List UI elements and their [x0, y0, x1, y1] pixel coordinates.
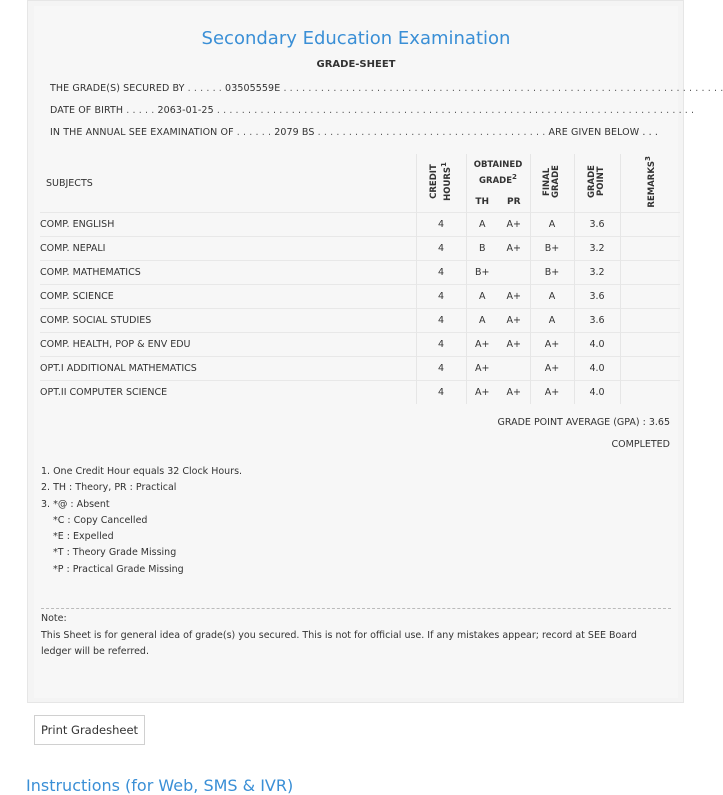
table-header-row — [40, 154, 680, 191]
grade-point: 4.0 — [574, 333, 620, 357]
note-label: Note: — [41, 613, 67, 624]
secured-by-label: THE GRADE(S) SECURED BY — [50, 83, 185, 94]
note-divider — [41, 608, 671, 609]
exam-title: Secondary Education Examination — [201, 28, 511, 49]
gradesheet — [34, 6, 723, 698]
credit-hours: 4 — [416, 237, 466, 261]
legend — [41, 464, 242, 578]
pr-grade — [498, 261, 530, 285]
legend-item: *E : Expelled — [53, 531, 114, 543]
info-secured-by: THE GRADE(S) SECURED BY . . . . . . 03505559E . . . . . . . . . . . . . . . . . . . . . . . . . . . . . . . . . . . . . . . . . . . . . . . . . . . . . . . . . . . . . . . . . . . . . . . — [50, 83, 723, 94]
credit-hours-header: CREDIT HOURS$^1$ — [416, 154, 466, 213]
obtained-grade-header: OBTAINED GRADE$^2$ — [466, 154, 530, 191]
exam-year: 2079 BS — [274, 127, 315, 138]
grade-rows — [40, 213, 680, 405]
remarks — [620, 357, 680, 381]
th-grade: B — [466, 237, 498, 261]
th-grade: A — [466, 285, 498, 309]
grade-point: 3.2 — [574, 261, 620, 285]
grades-table — [40, 154, 680, 404]
gpa-summary: GRADE POINT AVERAGE (GPA) : 3.65 — [497, 417, 670, 428]
legend-item: 2. TH : Theory, PR : Practical — [41, 482, 177, 494]
result-status: COMPLETED — [611, 439, 670, 450]
remarks — [620, 285, 680, 309]
final-grade: A+ — [530, 381, 574, 405]
table-row — [40, 381, 680, 405]
subject-name: COMP. NEPALI — [40, 237, 416, 261]
final-grade: B+ — [530, 237, 574, 261]
table-row — [40, 213, 680, 237]
credit-hours: 4 — [416, 357, 466, 381]
pr-grade: A+ — [498, 381, 530, 405]
pr-grade: A+ — [498, 333, 530, 357]
table-row — [40, 261, 680, 285]
table-row — [40, 333, 680, 357]
grade-point: 3.2 — [574, 237, 620, 261]
table-row — [40, 309, 680, 333]
table-row — [40, 285, 680, 309]
pr-grade: A+ — [498, 213, 530, 237]
remarks — [620, 261, 680, 285]
pr-header: PR — [506, 196, 521, 207]
th-header: TH — [466, 191, 498, 212]
grade-point: 3.6 — [574, 285, 620, 309]
th-grade: B+ — [466, 261, 498, 285]
final-grade: A+ — [530, 357, 574, 381]
th-grade: A+ — [466, 333, 498, 357]
subject-name: COMP. MATHEMATICS — [40, 261, 416, 285]
grade-point: 4.0 — [574, 381, 620, 405]
subject-name: COMP. SOCIAL STUDIES — [40, 309, 416, 333]
credit-hours: 4 — [416, 309, 466, 333]
final-grade: A+ — [530, 333, 574, 357]
subject-name: OPT.I ADDITIONAL MATHEMATICS — [40, 357, 416, 381]
dob-label: DATE OF BIRTH — [50, 105, 124, 116]
credit-hours: 4 — [416, 381, 466, 405]
grade-point-header: GRADE POINT — [574, 154, 620, 213]
th-grade: A+ — [466, 381, 498, 405]
table-row — [40, 357, 680, 381]
grade-point: 3.6 — [574, 213, 620, 237]
pr-grade — [498, 357, 530, 381]
dob-value: 2063-01-25 — [157, 105, 214, 116]
final-grade: A — [530, 285, 574, 309]
note-text: This Sheet is for general idea of grade(s) you secured. This is not for official use. If any mistakes appear; record at SEE Board ledger will be referred. — [41, 630, 637, 657]
subject-name: COMP. HEALTH, POP & ENV EDU — [40, 333, 416, 357]
subject-name: COMP. ENGLISH — [40, 213, 416, 237]
grade-point: 3.6 — [574, 309, 620, 333]
exam-label: IN THE ANNUAL SEE EXAMINATION OF — [50, 127, 234, 138]
th-grade: A — [466, 213, 498, 237]
credit-hours: 4 — [416, 333, 466, 357]
legend-item: *P : Practical Grade Missing — [53, 563, 184, 575]
pr-grade: A+ — [498, 237, 530, 261]
th-grade: A — [466, 309, 498, 333]
exam-suffix: ARE GIVEN BELOW . . . — [548, 127, 658, 138]
table-row — [40, 237, 680, 261]
remarks — [620, 213, 680, 237]
legend-item: 3. *@ : Absent — [41, 498, 110, 510]
legend-item: *T : Theory Grade Missing — [53, 547, 177, 559]
subjects-header: SUBJECTS — [46, 177, 93, 189]
grade-point: 4.0 — [574, 357, 620, 381]
legend-item: 1. One Credit Hour equals 32 Clock Hours. — [41, 466, 243, 477]
symbol-number: 03505559E — [225, 83, 281, 94]
print-gradesheet-button[interactable]: Print Gradesheet — [34, 715, 145, 745]
final-grade: A — [530, 213, 574, 237]
remarks — [620, 333, 680, 357]
info-dob: DATE OF BIRTH . . . . . 2063-01-25 . . . . . . . . . . . . . . . . . . . . . . . . . . . . . . . . . . . . . . . . . . . . . . . . . . . . . . . . . . . . . . . . . . . . . . . . . . . . . — [50, 105, 695, 116]
gradesheet-heading: GRADE-SHEET — [316, 59, 396, 70]
subject-name: COMP. SCIENCE — [40, 285, 416, 309]
info-exam: IN THE ANNUAL SEE EXAMINATION OF . . . . . . 2079 BS . . . . . . . . . . . . . . . . . . . . . . . . . . . . . . . . . . . . . ARE GIVEN BELOW . . . — [50, 127, 658, 138]
remarks-header: REMARKS$^3$ — [620, 154, 680, 213]
credit-hours: 4 — [416, 261, 466, 285]
remarks — [620, 309, 680, 333]
credit-hours: 4 — [416, 285, 466, 309]
pr-grade: A+ — [498, 285, 530, 309]
subject-name: OPT.II COMPUTER SCIENCE — [40, 381, 416, 405]
final-grade-header: FINAL GRADE — [530, 154, 574, 213]
remarks — [620, 237, 680, 261]
th-grade: A+ — [466, 357, 498, 381]
legend-item: *C : Copy Cancelled — [53, 514, 148, 526]
instructions-link[interactable]: Instructions (for Web, SMS & IVR) — [26, 776, 294, 795]
credit-hours: 4 — [416, 213, 466, 237]
gradesheet-container — [27, 0, 723, 703]
remarks — [620, 381, 680, 405]
final-grade: B+ — [530, 261, 574, 285]
pr-grade: A+ — [498, 309, 530, 333]
final-grade: A — [530, 309, 574, 333]
